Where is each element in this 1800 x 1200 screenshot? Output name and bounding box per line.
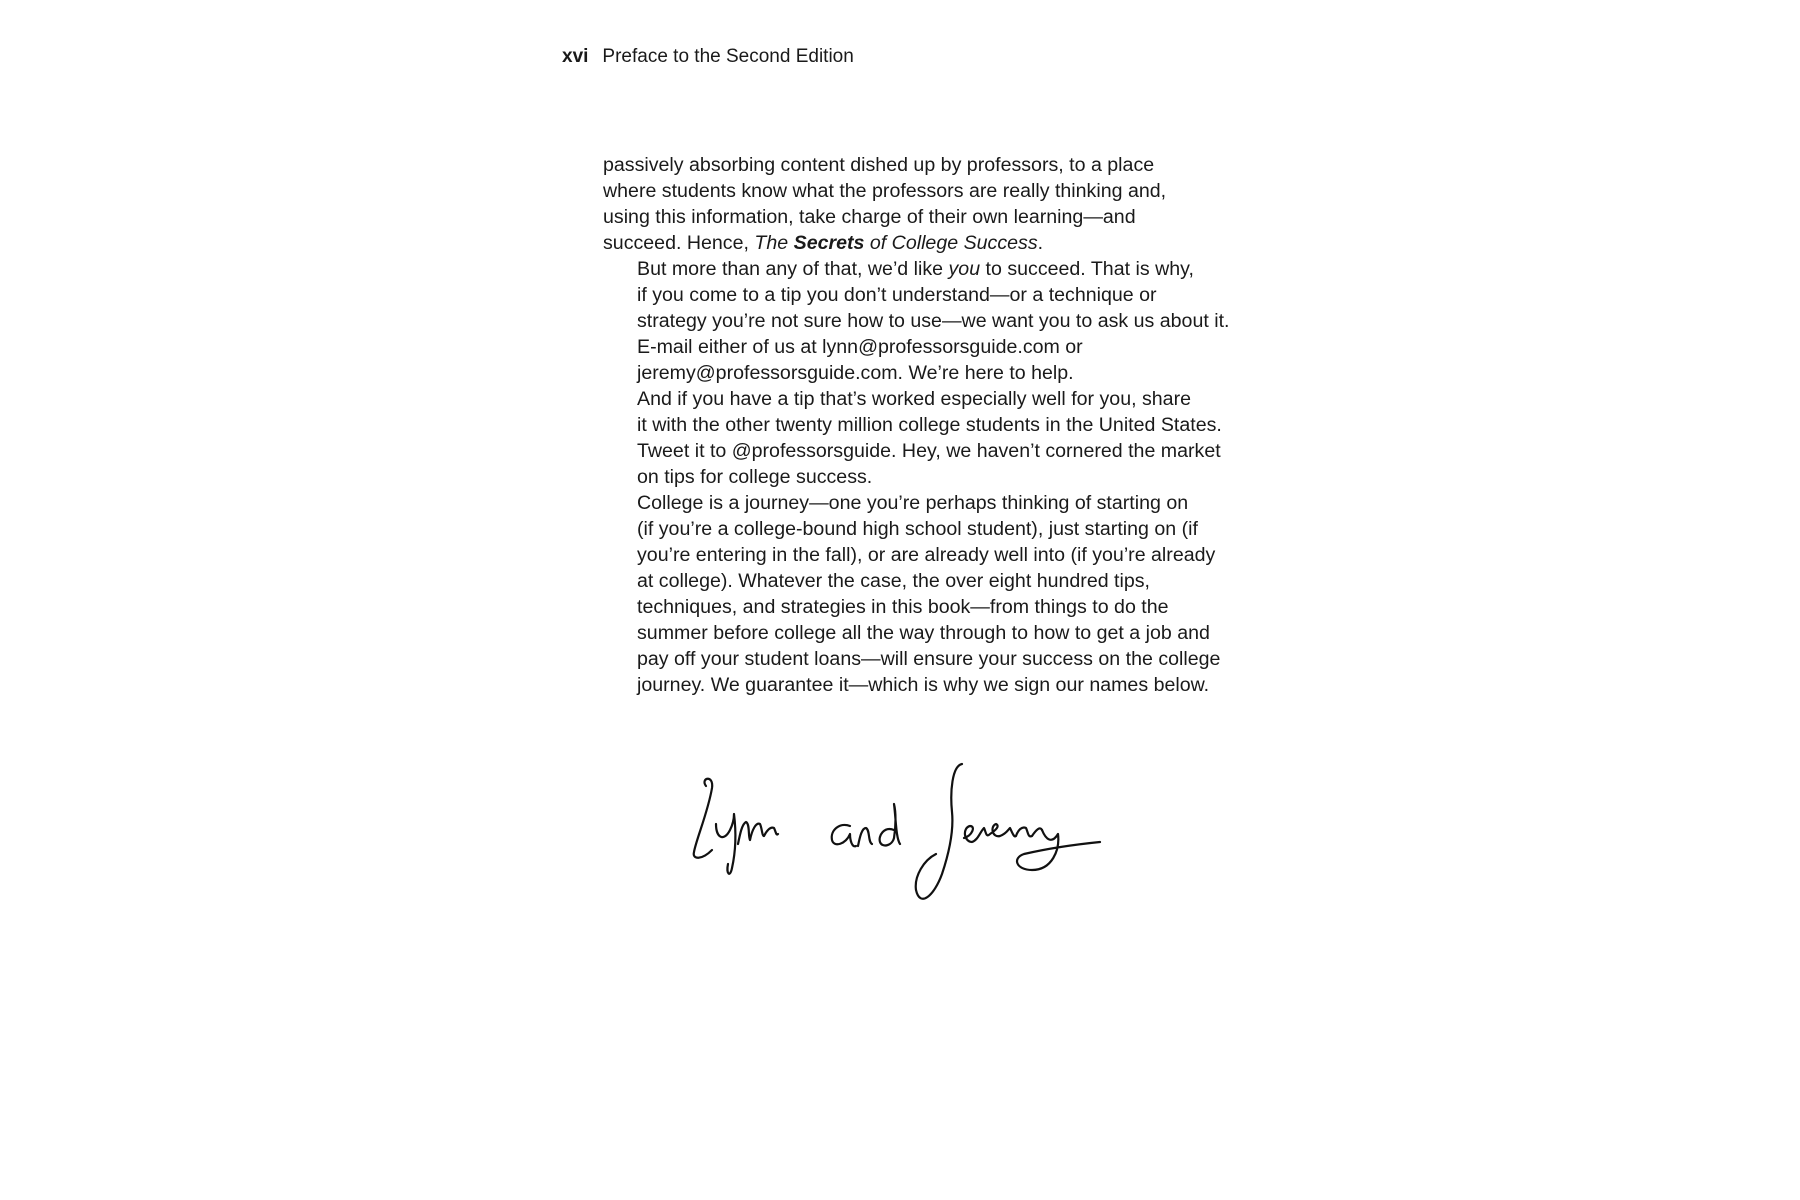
text-line: And if you have a tip that’s worked especially well for you, share <box>637 388 1192 410</box>
text-line <box>603 230 1223 256</box>
text-line: if you come to a tip you don’t understand—or a technique or <box>637 284 1157 306</box>
paragraph-4 <box>603 490 1223 698</box>
paragraph-3 <box>603 386 1223 490</box>
text-line: pay off your student loans—will ensure your success on the college <box>637 648 1221 670</box>
signature-stroke-lynn-l <box>694 779 712 858</box>
text-line: where students know what the professors are really thinking and, <box>603 180 1167 202</box>
signature-stroke-and-d <box>880 804 900 845</box>
signature-stroke-lynn-nn <box>738 822 778 844</box>
book-title-secrets: Secrets <box>793 232 865 254</box>
text-line: passively absorbing content dished up by professors, to a place <box>603 154 1155 176</box>
paragraph-1 <box>603 152 1223 256</box>
text-line: College is a journey—one you’re perhaps thinking of starting on <box>637 492 1189 514</box>
text-line: techniques, and strategies in this book—from things to do the <box>637 596 1169 618</box>
text-line: at college). Whatever the case, the over eight hundred tips, <box>637 570 1150 592</box>
text-line: journey. We guarantee it—which is why we sign our names below. <box>637 674 1210 696</box>
emphasis-you: you <box>948 258 981 280</box>
signature-stroke-and-n <box>858 828 872 846</box>
text-segment: to succeed. That is why, <box>980 258 1194 280</box>
text-line: strategy you’re not sure how to use—we want you to ask us about it. <box>637 310 1230 332</box>
text-segment: . <box>1037 232 1044 254</box>
text-line: it with the other twenty million college students in the United States. <box>637 414 1222 436</box>
body-text <box>603 152 1230 698</box>
book-title <box>754 232 1037 254</box>
paragraph-2 <box>603 256 1230 386</box>
text-segment: succeed. Hence, <box>603 232 755 254</box>
text-line: on tips for college success. <box>637 466 873 488</box>
running-title: Preface to the Second Edition <box>602 46 854 67</box>
text-line: you’re entering in the fall), or are already well into (if you’re already <box>637 544 1216 566</box>
signature-stroke-and-a <box>832 825 856 846</box>
signature-stroke-jeremy-erem <box>964 824 1042 842</box>
text-line: using this information, take charge of their own learning—and <box>603 206 1136 228</box>
signature-stroke-jeremy-j <box>916 764 962 899</box>
text-line <box>603 256 1223 282</box>
text-line: E-mail either of us at lynn@professorsguide.com or <box>637 336 1083 358</box>
signature-stroke-lynn-y <box>716 814 735 874</box>
page-number: xvi <box>562 46 589 67</box>
handwritten-signature <box>680 752 1140 912</box>
text-line: (if you’re a college-bound high school student), just starting on (if <box>637 518 1198 540</box>
text-line: jeremy@professorsguide.com. We’re here to help. <box>637 362 1074 384</box>
text-line: Tweet it to @professorsguide. Hey, we haven’t cornered the market <box>637 440 1221 462</box>
book-title-the: The <box>754 232 789 254</box>
text-segment: But more than any of that, we’d like <box>637 258 949 280</box>
running-head <box>562 44 854 70</box>
text-line: summer before college all the way through to how to get a job and <box>637 622 1210 644</box>
book-title-rest: of College Success <box>869 232 1038 254</box>
